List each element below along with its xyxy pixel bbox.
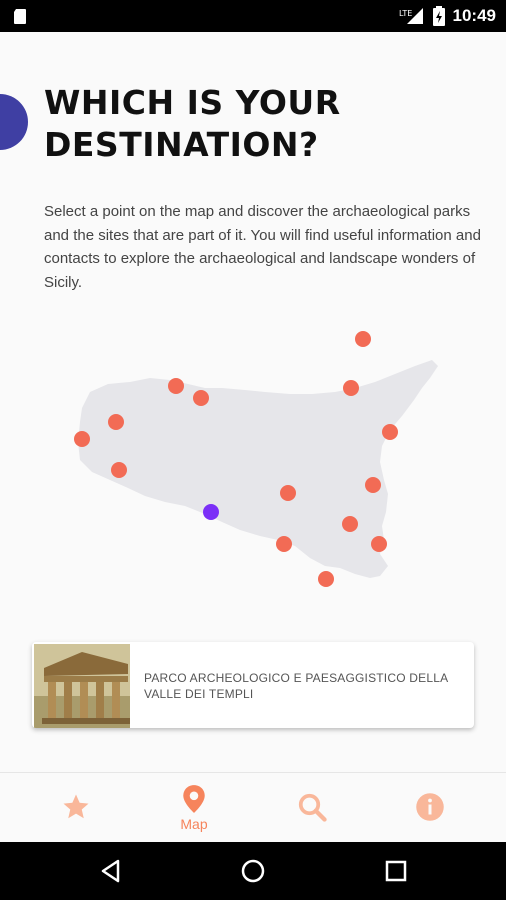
- sd-card-icon: [12, 8, 28, 24]
- title-line-2: DESTINATION?: [44, 125, 319, 164]
- network-label: LTE: [398, 9, 412, 18]
- main-content: [0, 32, 506, 772]
- map-marker[interactable]: [108, 414, 124, 430]
- home-icon[interactable]: [238, 856, 268, 886]
- map-marker[interactable]: [343, 380, 359, 396]
- map-marker[interactable]: [193, 390, 209, 406]
- map-marker[interactable]: [168, 378, 184, 394]
- site-card-title: PARCO ARCHEOLOGICO E PAESAGGISTICO DELLA VALLE DEI TEMPLI: [144, 671, 448, 701]
- map-marker[interactable]: [74, 431, 90, 447]
- sicily-map[interactable]: [50, 322, 470, 632]
- temple-thumbnail: [34, 644, 130, 728]
- nav-item-search[interactable]: [272, 773, 352, 843]
- status-bar: [0, 0, 506, 32]
- search-icon: [297, 792, 327, 822]
- back-icon[interactable]: [96, 856, 126, 886]
- map-marker[interactable]: [355, 331, 371, 347]
- nav-item-favorites[interactable]: [36, 773, 116, 843]
- map-marker[interactable]: [371, 536, 387, 552]
- system-navigation-bar: [0, 842, 506, 900]
- page-description: Select a point on the map and discover the archaeological parks and the sites that are part of it. You will find useful information and contacts to explore the archaeological and landscape wonders of Sicily.: [44, 203, 481, 291]
- star-icon: [61, 792, 91, 822]
- lte-signal-icon: [399, 7, 425, 25]
- map-marker[interactable]: [111, 462, 127, 478]
- decorative-circle: [0, 94, 28, 150]
- nav-label-map: Map: [180, 816, 208, 832]
- bottom-navigation: [0, 772, 506, 843]
- nav-item-map[interactable]: [154, 773, 234, 843]
- map-marker[interactable]: [342, 516, 358, 532]
- site-card[interactable]: [32, 642, 474, 728]
- nav-item-info[interactable]: [390, 773, 470, 843]
- map-marker[interactable]: [280, 485, 296, 501]
- title-line-1: WHICH IS YOUR: [44, 83, 341, 122]
- battery-icon: [433, 6, 445, 26]
- page-title: [44, 82, 484, 166]
- map-marker[interactable]: [318, 571, 334, 587]
- map-marker[interactable]: [382, 424, 398, 440]
- recents-icon[interactable]: [381, 856, 411, 886]
- info-icon: [415, 792, 445, 822]
- map-marker[interactable]: [365, 477, 381, 493]
- map-marker[interactable]: [276, 536, 292, 552]
- map-pin-icon: [181, 784, 207, 814]
- map-marker-selected[interactable]: [203, 504, 219, 520]
- status-time: 10:49: [452, 6, 496, 25]
